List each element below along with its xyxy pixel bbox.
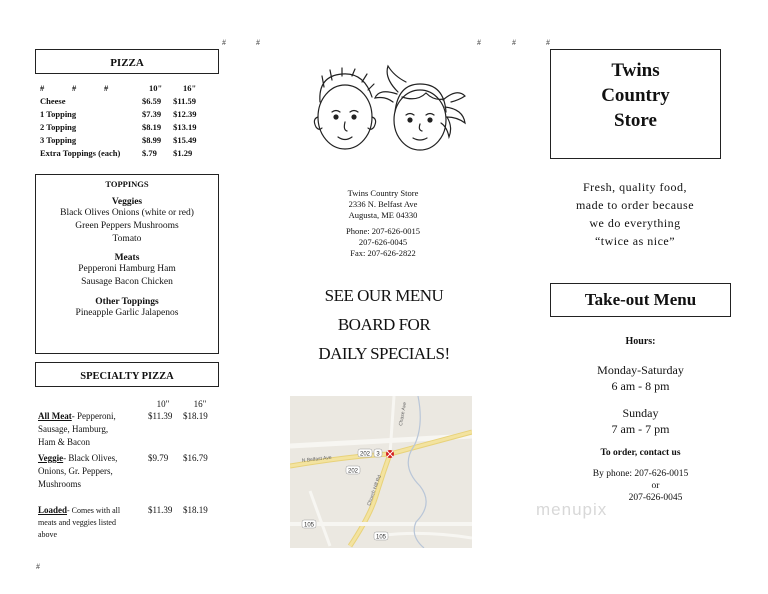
pizza-title: PIZZA [110, 57, 144, 69]
store-city: Augusta, ME 04330 [348, 210, 418, 220]
specialty-item-desc: Sausage, Hamburg, [38, 424, 109, 434]
specialty-price-16: $18.19 [183, 505, 208, 515]
price-16: $1.29 [173, 147, 193, 158]
specialty-item-veggie [38, 452, 150, 491]
specialty-item-desc: - Black Olives, [63, 453, 118, 463]
hash-mark: # [512, 38, 516, 47]
hours-title: Hours: [625, 336, 656, 347]
tagline [545, 178, 725, 250]
meats-line: Pepperoni Hamburg Ham [78, 264, 176, 274]
veggies-line: Black Olives Onions (white or red) [60, 208, 194, 218]
price-10: $8.99 [142, 134, 162, 145]
hours-weekday-time: 6 am - 8 pm [611, 379, 670, 393]
tagline-line: Fresh, quality food, [583, 180, 687, 194]
row-label: 2 Topping [40, 121, 77, 132]
hours-section [550, 336, 731, 504]
specialty-item-name: Loaded [38, 505, 68, 515]
hours-sunday: Sunday [622, 406, 659, 420]
row-label: 1 Topping [40, 108, 77, 119]
tagline-line: made to order because [575, 198, 695, 212]
pizza-price-table [38, 81, 208, 159]
toppings-title: TOPPINGS [105, 179, 149, 189]
takeout-title: Take-out Menu [584, 290, 697, 309]
header-cell: # [72, 82, 77, 93]
watermark: menupix [536, 500, 608, 519]
specialty-title-box [35, 362, 219, 387]
specialty-item-desc: - Comes with all [67, 506, 121, 515]
price-10: $8.19 [142, 121, 162, 132]
hash-mark: # [36, 562, 40, 571]
hours-weekday: Monday-Saturday [597, 363, 684, 377]
map-route-label: 105 [375, 534, 387, 541]
specialty-item-all-meat [38, 410, 150, 449]
price-16: $13.19 [173, 121, 197, 132]
store-fax: Fax: 207-626-2822 [350, 248, 416, 258]
store-title-line: Store [614, 110, 657, 131]
specialty-item-desc: above [38, 530, 58, 539]
meats-line: Sausage Bacon Chicken [81, 277, 173, 287]
specialty-item-desc: Onions, Gr. Peppers, [38, 466, 113, 476]
map-street-label: Chase Ave [398, 401, 409, 427]
tagline-line: we do everything [589, 216, 681, 230]
row-label: Cheese [40, 95, 66, 106]
map-route-label: 105 [303, 522, 315, 529]
specialty-price-16: $18.19 [183, 411, 208, 421]
map-route-label: 202 [359, 451, 371, 458]
table-row [38, 120, 208, 133]
veggies-line: Tomato [112, 234, 142, 244]
daily-specials-line: SEE OUR MENU [324, 286, 444, 305]
specialty-col-16: 16" [193, 399, 207, 409]
header-cell: # [104, 82, 109, 93]
map-street-label: N Belfast Ave [301, 454, 332, 464]
pizza-price-header [38, 81, 208, 94]
header-cell: 16" [182, 82, 197, 93]
hash-mark: # [256, 38, 260, 47]
other-toppings-line: Pineapple Garlic Jalapenos [75, 308, 179, 318]
specialty-item-name: All Meat [38, 411, 72, 421]
store-title-line: Twins [611, 60, 660, 81]
price-10: $.79 [142, 147, 157, 158]
twins-illustration [302, 62, 468, 162]
price-10: $6.59 [142, 95, 162, 106]
store-address: 2336 N. Belfast Ave [348, 199, 418, 209]
map-street-label: Church Hill Rd [366, 474, 383, 507]
order-or: or [651, 481, 660, 491]
hours-sunday-time: 7 am - 7 pm [611, 422, 670, 436]
store-phone-2: 207-626-0045 [358, 237, 408, 247]
store-title-box [550, 49, 721, 159]
daily-specials [286, 281, 482, 368]
row-label: Extra Toppings (each) [40, 147, 121, 158]
specialty-item-desc: meats and veggies listed [38, 518, 116, 527]
specialty-item-name: Veggie [38, 453, 64, 463]
hash-mark: # [546, 38, 550, 47]
store-info [300, 188, 466, 259]
order-title: To order, contact us [600, 448, 681, 458]
takeout-box [550, 283, 731, 317]
specialty-item-desc: Mushrooms [38, 479, 82, 489]
table-row [38, 107, 208, 120]
map-route-label: 202 [347, 468, 359, 475]
price-16: $11.59 [173, 95, 197, 106]
map-route-label: 3 [376, 451, 380, 458]
specialty-item-desc: - Pepperoni, [71, 411, 116, 421]
daily-specials-line: DAILY SPECIALS! [318, 344, 450, 363]
meats-title: Meats [114, 253, 140, 263]
daily-specials-line: BOARD FOR [337, 315, 431, 334]
specialty-col-10: 10" [156, 399, 170, 409]
toppings-box [35, 174, 219, 354]
store-name: Twins Country Store [347, 188, 419, 198]
specialty-price-10: $11.39 [148, 411, 173, 421]
store-phone: Phone: 207-626-0015 [346, 226, 420, 236]
pizza-title-box [35, 49, 219, 74]
table-row [38, 133, 208, 146]
order-phone-2: 207-626-0045 [628, 493, 683, 503]
location-map[interactable] [290, 396, 472, 548]
specialty-item-desc: Ham & Bacon [38, 437, 90, 447]
veggies-title: Veggies [111, 197, 143, 207]
specialty-price-10: $9.79 [148, 453, 169, 463]
price-10: $7.39 [142, 108, 162, 119]
veggies-line: Green Peppers Mushrooms [75, 221, 179, 231]
tagline-line: “twice as nice” [594, 234, 676, 248]
price-16: $15.49 [173, 134, 197, 145]
order-phone: By phone: 207-626-0015 [592, 469, 689, 479]
specialty-price-10: $11.39 [148, 505, 173, 515]
hash-mark: # [222, 38, 226, 47]
hash-mark: # [477, 38, 481, 47]
price-16: $12.39 [173, 108, 197, 119]
header-cell: 10" [148, 82, 163, 93]
specialty-price-16: $16.79 [183, 453, 208, 463]
other-toppings-title: Other Toppings [95, 297, 159, 307]
specialty-item-loaded [38, 504, 150, 541]
specialty-title: SPECIALTY PIZZA [80, 371, 174, 382]
table-row [38, 94, 208, 107]
store-title-line: Country [601, 85, 670, 106]
map-graphic [290, 396, 472, 548]
header-cell: # [40, 82, 45, 93]
row-label: 3 Topping [40, 134, 77, 145]
table-row [38, 146, 208, 159]
